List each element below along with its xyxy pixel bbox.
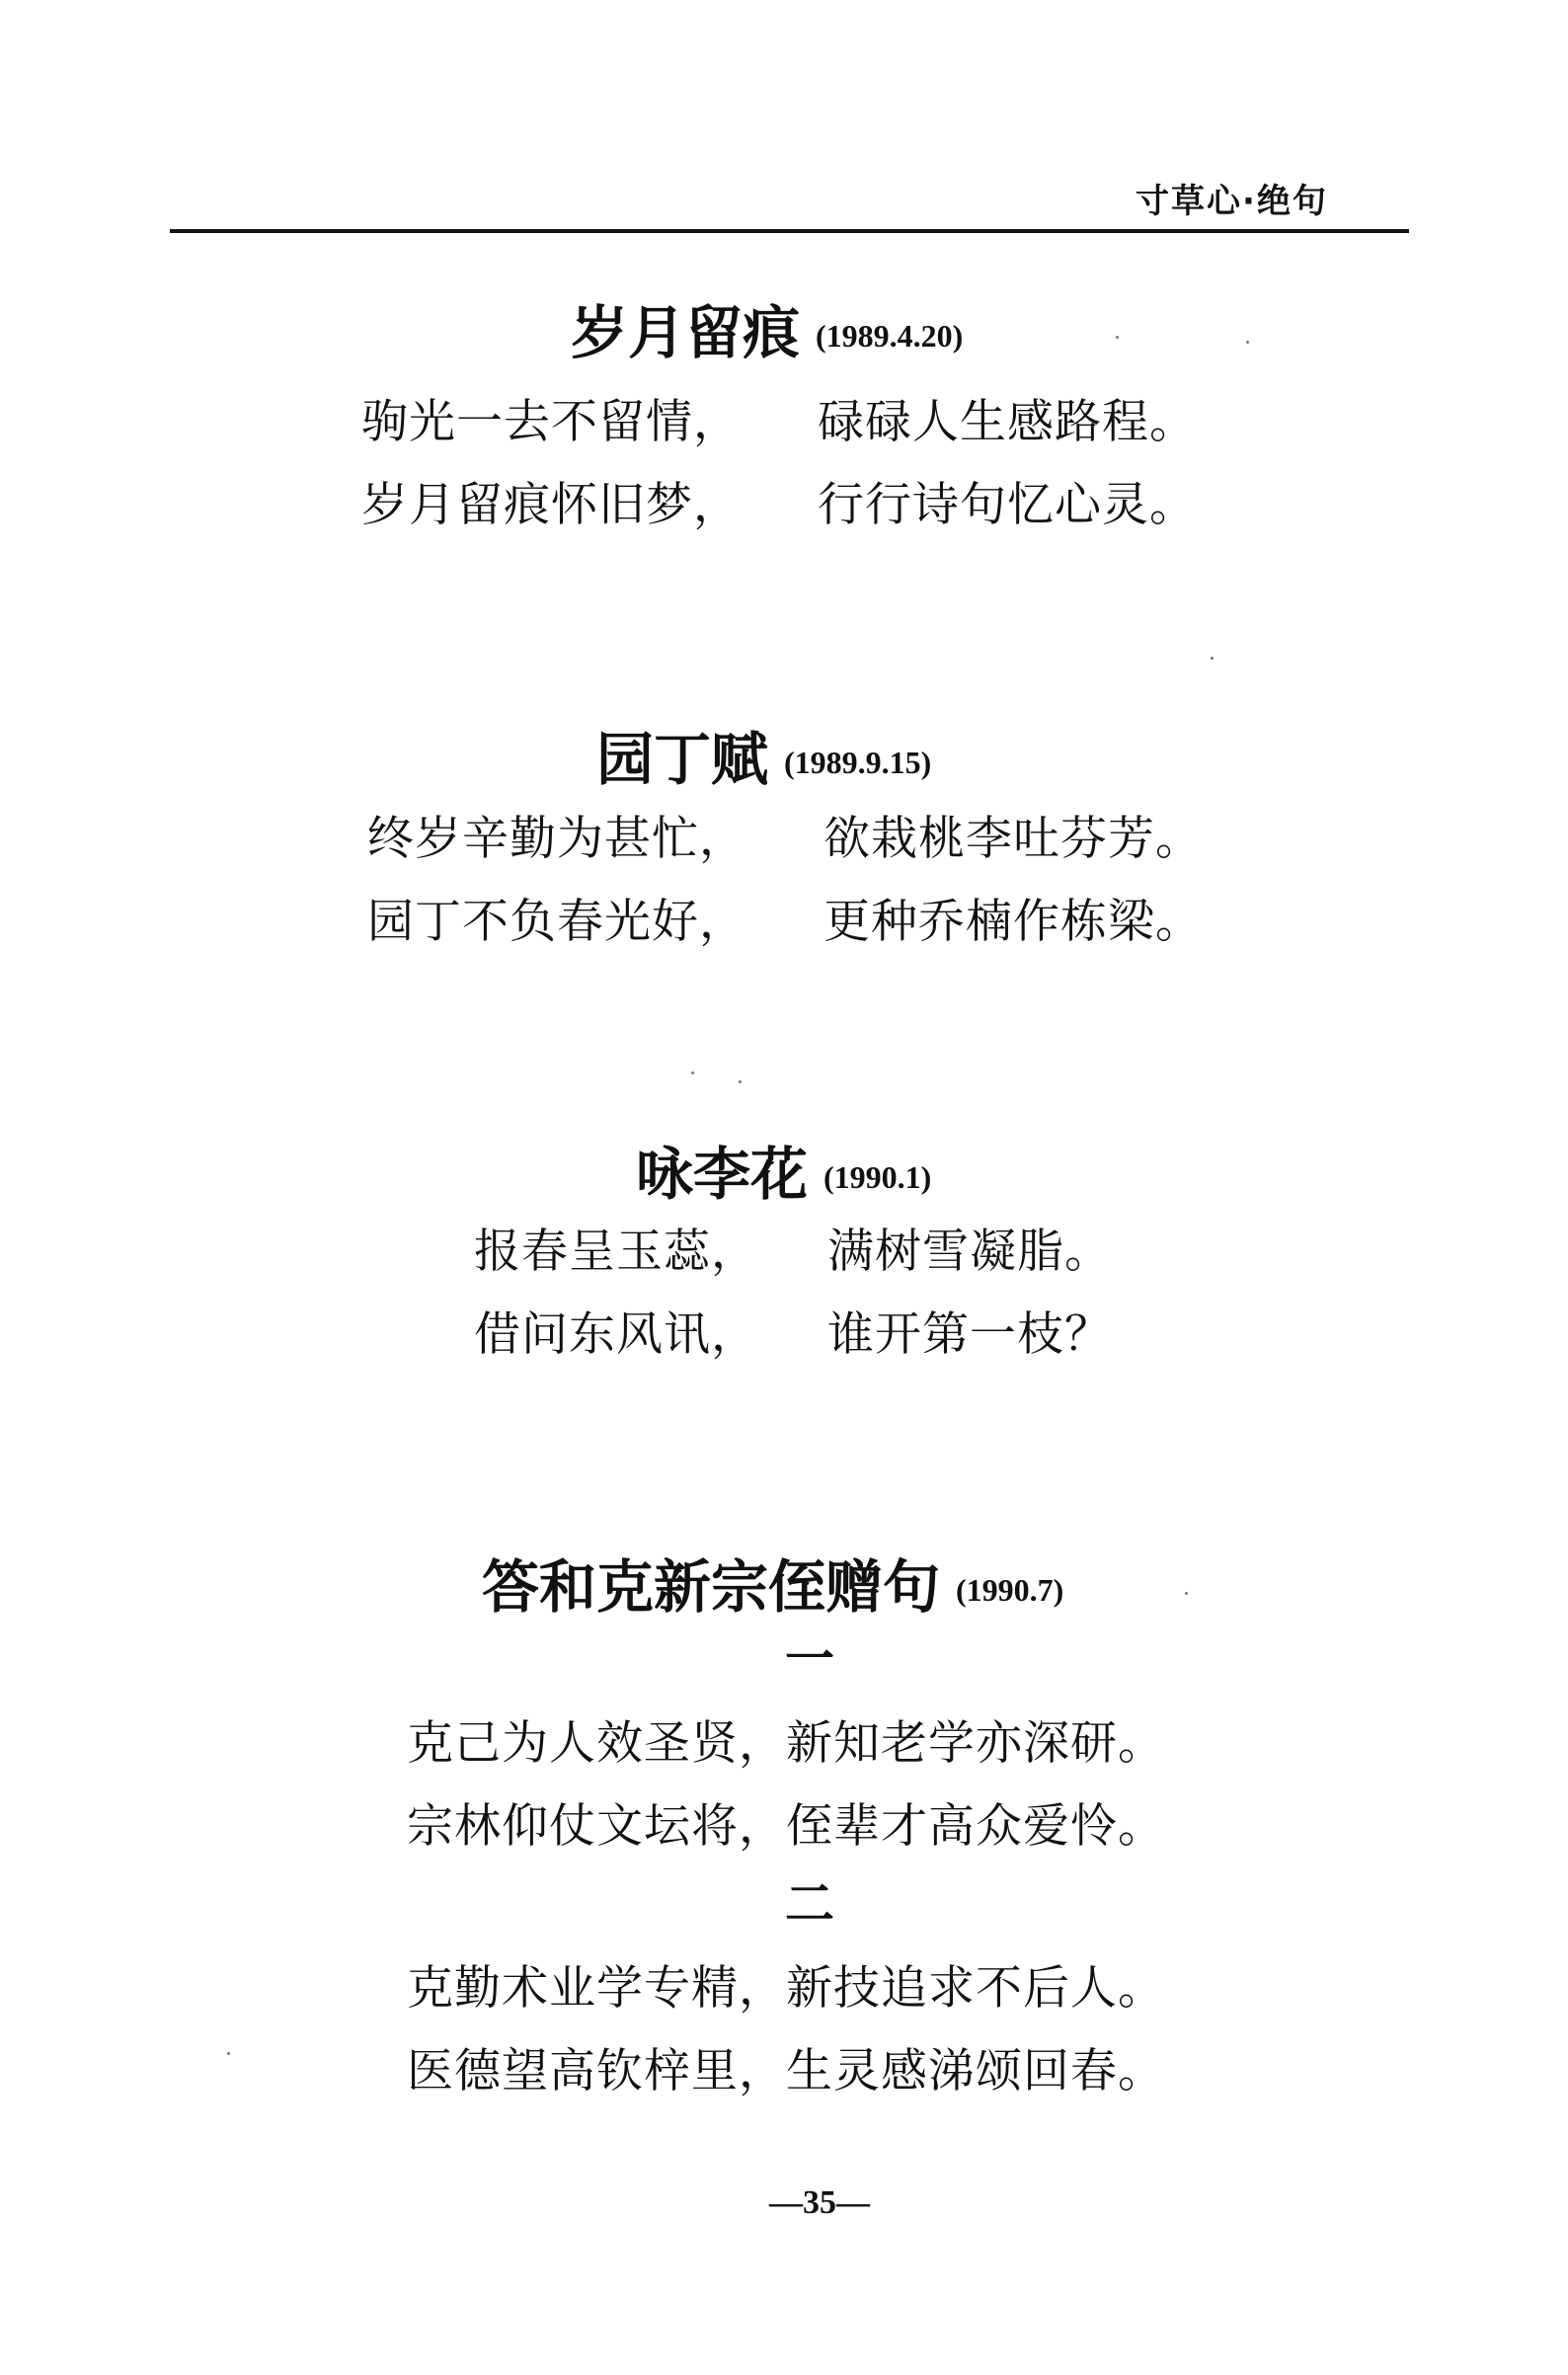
scan-speck <box>1116 336 1119 339</box>
section-numeral: 二 <box>785 1875 834 1933</box>
scan-speck <box>1185 1592 1188 1595</box>
scan-speck <box>1246 341 1249 344</box>
poem-title <box>596 713 931 796</box>
poem-date: (1989.9.15) <box>784 745 932 780</box>
poem-title-text: 岁月留痕 <box>571 299 801 366</box>
line-second-half: 更种乔楠作栋梁。 <box>823 895 1203 949</box>
line-second-half: 谁开第一枝？ <box>827 1307 1112 1362</box>
poem-line <box>367 885 1203 951</box>
line-second-half: 行行诗句忆心灵。 <box>818 478 1197 532</box>
line-first-half: 借问东风讯， <box>474 1307 758 1362</box>
poem-line <box>367 802 1203 868</box>
poem-date: (1990.1) <box>823 1159 932 1195</box>
line-second-half: 欲栽桃李吐芬芳。 <box>823 812 1203 866</box>
poem-date: (1990.7) <box>956 1572 1064 1608</box>
scan-speck <box>227 2052 230 2055</box>
header-rule <box>170 229 1409 233</box>
poem-line: 克勤术业学专精，新技追求不后人。 <box>407 1961 1165 2016</box>
poem-title <box>636 1128 931 1211</box>
section-numeral: 一 <box>785 1630 834 1688</box>
line-first-half: 终岁辛勤为甚忙， <box>367 812 746 866</box>
line-second-half: 碌碌人生感路程。 <box>818 395 1197 449</box>
scan-speck <box>691 1071 694 1074</box>
running-header: 寸草心·绝句 <box>1136 182 1328 221</box>
line-first-half: 岁月留痕怀旧梦， <box>361 478 741 532</box>
poem-line: 宗林仰仗文坛将，侄辈才高众爱怜。 <box>407 1799 1165 1854</box>
poem-line <box>361 385 1197 451</box>
line-first-half: 园丁不负春光好， <box>367 895 746 949</box>
poem-title <box>482 1541 1063 1623</box>
poem-title-text: 答和克新宗侄赠句 <box>482 1553 941 1621</box>
poem-date: (1989.4.20) <box>816 318 964 354</box>
page-number: —35— <box>769 2184 870 2221</box>
poem-title-text: 园丁赋 <box>596 726 769 793</box>
line-first-half: 驹光一去不留情， <box>361 395 741 449</box>
scan-speck <box>1211 657 1214 660</box>
scan-speck <box>739 1080 742 1083</box>
poem-title <box>571 286 963 369</box>
poem-line <box>474 1298 1112 1364</box>
line-first-half: 报春呈玉蕊， <box>474 1225 758 1279</box>
poem-line: 医德望高钦梓里，生灵感涕颂回春。 <box>407 2044 1165 2098</box>
poem-line: 克己为人效圣贤，新知老学亦深研。 <box>407 1716 1165 1771</box>
poem-title-text: 咏李花 <box>636 1141 809 1208</box>
line-second-half: 满树雪凝脂。 <box>827 1225 1112 1279</box>
poem-line <box>474 1215 1112 1281</box>
poem-line <box>361 468 1197 534</box>
